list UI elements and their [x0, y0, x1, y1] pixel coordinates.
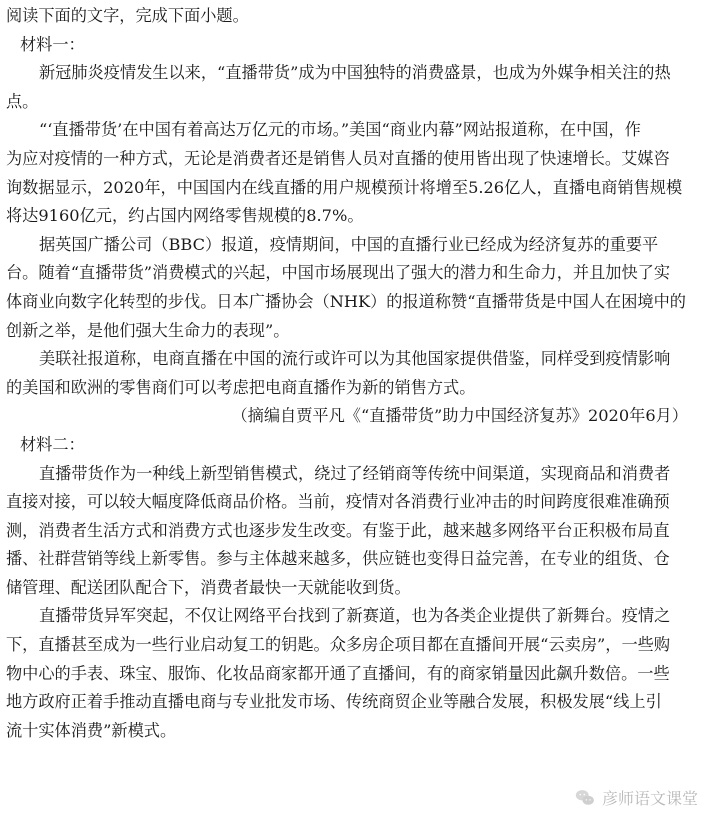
material-1-line-3: “‘直播带货’在中国有着高达万亿元的市场。”美国“商业内幕”网站报道称，在中国，作	[39, 120, 641, 140]
material-1-line-12: 的美国和欧洲的零售商们可以考虑把电商直播作为新的销售方式。	[6, 377, 476, 397]
material-2-line-5: 储管理、配送团队配合下，消费者最快一天就能收到货。	[6, 577, 411, 597]
material-2-heading: 材料二：	[20, 434, 85, 454]
material-1-line-4: 为应对疫情的一种方式，无论是消费者还是销售人员对直播的使用皆出现了快速增长。艾媒咨	[6, 148, 670, 168]
wechat-icon	[574, 787, 596, 809]
material-1-line-10: 创新之举，是他们强大生命力的表现”。	[6, 320, 290, 340]
material-2-line-6: 直播带货异军突起，不仅让网络平台找到了新赛道，也为各类企业提供了新舞台。疫情之	[39, 606, 671, 626]
material-1-line-9: 体商业向数字化转型的步伐。日本广播协会（NHK）的报道称赞“直播带货是中国人在困境中的	[6, 291, 686, 311]
material-1-line-2: 点。	[6, 91, 39, 111]
material-2-line-4: 播、社群营销等线上新零售。参与主体越来越多，供应链也变得日益完善，在专业的组货、仓	[6, 549, 670, 569]
material-2-line-10: 流十实体消费”新模式。	[6, 720, 177, 740]
watermark-text: 彦师语文课堂	[601, 789, 698, 808]
material-1-line-8: 台。随着“直播带货”消费模式的兴起，中国市场展现出了强大的潜力和生命力，并且加快了实	[6, 263, 671, 283]
material-2-line-7: 下，直播甚至成为一些行业启动复工的钥匙。众多房企项目都在直播间开展“云卖房”，一些购	[6, 635, 671, 655]
instruction-text: 阅读下面的文字，完成下面小题。	[6, 6, 249, 25]
material-2-line-8: 物中心的手表、珠宝、服饰、化妆品商家都开通了直播间，有的商家销量因此飙升数倍。一些	[6, 663, 670, 683]
material-1-heading: 材料一：	[20, 34, 85, 54]
material-1-line-5: 询数据显示，2020年，中国国内在线直播的用户规模预计将增至5.26亿人，直播电商销售规模	[6, 177, 683, 197]
material-1-line-1: 新冠肺炎疫情发生以来，“直播带货”成为中国独特的消费盛景，也成为外媒争相关注的热	[39, 63, 671, 83]
material-1-line-6: 将达9160亿元，约占国内网络零售规模的8.7%。	[6, 206, 364, 226]
material-2-line-3: 测，消费者生活方式和消费方式也逐步发生改变。有鉴于此，越来越多网络平台正积极布局直	[6, 520, 670, 540]
material-2-line-9: 地方政府正着手推动直播电商与专业批发市场、传统商贸企业等融合发展，积极发展“线上引	[6, 692, 662, 712]
watermark	[572, 786, 700, 809]
material-1-source: （摘编自贾平凡《“直播带货”助力中国经济复苏》2020年6月）	[231, 406, 688, 426]
material-1-line-11: 美联社报道称，电商直播在中国的流行或许可以为其他国家提供借鉴，同样受到疫情影响	[39, 349, 671, 369]
material-1-line-7: 据英国广播公司（BBC）报道，疫情期间，中国的直播行业已经成为经济复苏的重要平	[39, 234, 659, 254]
material-2-line-1: 直播带货作为一种线上新型销售模式，绕过了经销商等传统中间渠道，实现商品和消费者	[39, 463, 671, 483]
material-2-line-2: 直接对接，可以较大幅度降低商品价格。当前，疫情对各消费行业冲击的时间跨度很难准确预	[6, 492, 670, 512]
